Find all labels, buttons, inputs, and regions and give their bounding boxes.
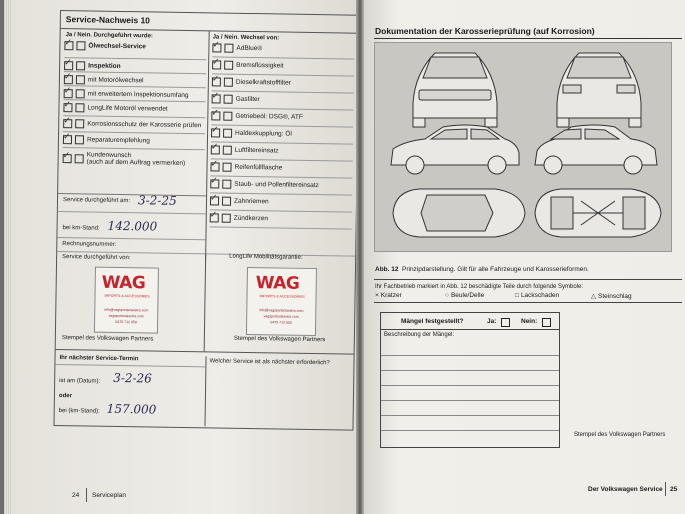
checkbox[interactable]: [210, 196, 219, 205]
checklist-item-label: Inspektion: [88, 62, 121, 70]
legend-symbol-icon: △: [591, 293, 596, 300]
checkbox[interactable]: [222, 197, 231, 206]
checklist-item-label: Bremsflüssigkeit: [236, 61, 284, 70]
checklist-item-label: Getriebeöl: DSG®, ATF: [235, 112, 303, 121]
right-checklist: [209, 43, 354, 245]
checklist-item: [210, 179, 352, 190]
mobility-label: LongLife Mobilitätsgarantie:: [229, 253, 303, 261]
checkbox[interactable]: [212, 60, 221, 69]
legend-item: [591, 292, 632, 300]
defects-label: Mängel festgestellt?: [401, 318, 464, 325]
damage-legend: [375, 292, 675, 302]
checklist-item: [211, 111, 353, 122]
checkbox[interactable]: [211, 128, 220, 137]
stamp-caption-left: Stempel des Volkswagen Partners: [61, 335, 154, 343]
checklist-item-label: Reifenfüllflasche: [234, 163, 283, 172]
checkbox[interactable]: [224, 61, 233, 70]
right-column-header: Ja / Nein. Wechsel von:: [212, 34, 280, 42]
row-divider: [63, 147, 205, 150]
checkbox[interactable]: [222, 214, 231, 223]
checkbox[interactable]: [63, 154, 72, 163]
legend-label: Kratzer: [380, 292, 402, 299]
checklist-item: [212, 43, 354, 54]
checkbox[interactable]: [75, 135, 84, 144]
legend-label: Lackschaden: [520, 292, 560, 299]
row-divider: [211, 158, 353, 161]
legend-symbol-icon: ○: [445, 292, 449, 299]
checkbox[interactable]: [76, 75, 85, 84]
stamp-caption-right: Stempel des Volkswagen Partners: [233, 335, 326, 344]
next-km-label: bei (km-Stand):: [58, 408, 100, 415]
checklist-item-label: LongLife Motoröl verwendet: [87, 104, 168, 113]
service-form: [53, 10, 359, 431]
checklist-item-label: Staub- und Pollenfiltereinsatz: [234, 180, 319, 190]
left-page: [4, 0, 362, 514]
dealer-stamp-right: [246, 267, 317, 336]
checklist-item: [63, 119, 205, 130]
checkbox[interactable]: [76, 41, 85, 50]
left-column-header: Ja / Nein. Durchgeführt wurde:: [65, 32, 153, 40]
car-side-right: [535, 125, 657, 174]
service-date-label: Service durchgeführt am:: [62, 197, 131, 205]
page-number-left: 24: [72, 492, 80, 499]
checklist-item-label: Gasfilter: [235, 95, 260, 104]
right-page: [360, 0, 685, 514]
car-side-left: [391, 125, 519, 174]
checkbox[interactable]: [211, 111, 220, 120]
checkbox[interactable]: [75, 103, 84, 112]
stamp-email: info@vagsportsclassics.com: [104, 307, 149, 313]
checkbox[interactable]: [223, 146, 232, 155]
row-divider: [212, 90, 354, 93]
row-divider: [211, 107, 353, 110]
checklist-item: [210, 213, 352, 224]
stamp-logo: WAG: [255, 273, 300, 294]
next-date-value: 3-2-26: [113, 370, 152, 386]
checkbox[interactable]: [63, 135, 72, 144]
which-service-label: Welcher Service ist als nächster erforderlich?: [209, 358, 330, 367]
car-top-view: [393, 189, 525, 237]
legend-symbol-icon: □: [515, 292, 519, 299]
row-divider: [212, 73, 354, 76]
row-divider: [212, 56, 354, 59]
checkbox[interactable]: [76, 89, 85, 98]
checklist-item-label: Dieselkraftstofffilter: [235, 78, 291, 87]
checkbox[interactable]: [222, 180, 231, 189]
checklist-item: [212, 94, 354, 105]
checkbox[interactable]: [223, 112, 232, 121]
checklist-item: [211, 145, 353, 156]
checkbox[interactable]: [63, 119, 72, 128]
figure-caption: Prinzipdarstellung. Gilt für alle Fahrzeuge und Karosserieformen.: [402, 266, 589, 273]
checkbox[interactable]: [64, 89, 73, 98]
checklist-item-label: Luftfiltereinsatz: [234, 146, 279, 155]
checkbox[interactable]: [212, 77, 221, 86]
left-checklist: [62, 41, 206, 193]
checklist-item: [63, 135, 205, 146]
row-divider: [211, 141, 353, 144]
checklist-item-label: mit erweitertem Inspektionsumfang: [87, 90, 189, 100]
stamp-web: vagsportsclassics.com: [108, 313, 144, 319]
car-front-view: [413, 53, 497, 127]
form-title: Service-Nachweis 10: [65, 14, 151, 26]
footer-right: Der Volkswagen Service: [588, 486, 663, 493]
checklist-item: [63, 151, 205, 167]
checkbox[interactable]: [76, 61, 85, 70]
row-divider: [64, 57, 206, 60]
checklist-item: [212, 60, 354, 71]
checkbox[interactable]: [222, 163, 231, 172]
checkbox[interactable]: [64, 41, 73, 50]
invoice-label: Rechnungsnummer:: [62, 241, 117, 248]
checkbox[interactable]: [210, 179, 219, 188]
checklist-item: [64, 41, 206, 52]
checklist-item-label: mit Motorölwechsel: [87, 76, 144, 85]
legend-symbol-icon: ×: [375, 292, 379, 299]
or-label: oder: [58, 393, 72, 400]
footer-left: Serviceplan: [92, 492, 126, 499]
footer-divider-left: [86, 488, 87, 502]
row-divider: [63, 115, 205, 118]
service-date-value: 3-2-25: [137, 193, 177, 208]
stamp-caption-right-page: Stempel des Volkswagen Partners: [574, 432, 666, 438]
description-lines: [381, 341, 559, 445]
checklist-item: [210, 162, 352, 173]
service-by-label: Service durchgeführt von:: [62, 254, 131, 262]
no-label: Nein:: [521, 318, 538, 325]
checkbox[interactable]: [63, 103, 72, 112]
checklist-item-label: Zahnriemen: [233, 197, 269, 206]
no-checkbox[interactable]: [542, 318, 551, 327]
km-label: bei km-Stand:: [62, 225, 100, 232]
checkbox[interactable]: [210, 213, 219, 222]
stamp-email: info@vagsportsclassics.com: [259, 308, 304, 313]
book-spine: [356, 0, 364, 514]
checklist-item-label: Zündkerzen: [233, 214, 269, 223]
legend-label: Beule/Delle: [450, 292, 485, 299]
figure-caption-label: Abb. 12: [375, 266, 399, 273]
checklist-item: [211, 128, 353, 139]
next-date-label: ist am (Datum):: [59, 378, 101, 385]
row-divider: [210, 192, 352, 195]
legend-item: [375, 292, 402, 299]
km-value: 142.000: [107, 218, 158, 234]
checklist-item-label: Korrosionsschutz der Karosserie prüfen: [87, 120, 202, 130]
checkbox[interactable]: [224, 44, 233, 53]
yes-checkbox[interactable]: [501, 318, 510, 327]
instruction-text: Ihr Fachbetrieb markiert in Abb. 12 beschädigte Teile durch folgende Symbole:: [375, 284, 584, 290]
description-label: Beschreibung der Mängel:: [384, 332, 455, 338]
legend-item: [515, 292, 559, 299]
stamp-tagline: IMPORTS & ACCESSORIES: [259, 294, 305, 299]
checkbox[interactable]: [212, 94, 221, 103]
checklist-item-sublabel: (auch auf dem Auftrag vermerken): [86, 158, 186, 167]
checkbox[interactable]: [223, 129, 232, 138]
doc-title: Dokumentation der Karosserieprüfung (auf Korrosion): [375, 26, 595, 36]
checklist-item: [212, 77, 354, 88]
checkbox[interactable]: [212, 43, 221, 52]
car-diagram: [374, 42, 672, 252]
stamp-phone: 0475 712 050: [270, 320, 292, 325]
left-page-edge: [4, 0, 12, 514]
stamp-phone: 0475 712 050: [115, 319, 137, 325]
checklist-item-label: Ölwechsel-Service: [88, 42, 146, 51]
row-divider: [63, 131, 205, 134]
stamp-logo: WAG: [101, 272, 146, 294]
page-number-right: 25: [670, 486, 678, 493]
car-rear-view: [557, 53, 641, 127]
checkbox[interactable]: [75, 154, 84, 163]
stamp-divider: [204, 253, 207, 351]
row-divider: [210, 209, 352, 212]
checklist-item: [63, 103, 205, 114]
checkbox[interactable]: [211, 145, 220, 154]
checklist-item-label: AdBlue®: [236, 44, 263, 53]
row-divider: [211, 124, 353, 127]
legend-item: [445, 292, 484, 299]
dealer-stamp-left: [94, 267, 159, 334]
next-service-title: Ihr nächster Service-Termin: [59, 355, 139, 363]
row-divider: [210, 175, 352, 178]
checklist-item-label: Haldexkupplung: Öl: [235, 129, 292, 138]
checkbox[interactable]: [64, 61, 73, 70]
checklist-item: [210, 196, 352, 207]
car-underbody-view: [535, 189, 661, 237]
car-diagram-svg: [375, 43, 671, 251]
footer-divider-right: [665, 482, 666, 496]
row-divider: [210, 226, 352, 229]
stamp-web: vagsportsclassics.com: [263, 314, 299, 319]
yes-label: Ja:: [487, 318, 497, 325]
checkbox[interactable]: [210, 162, 219, 171]
checkbox[interactable]: [224, 95, 233, 104]
checkbox[interactable]: [64, 75, 73, 84]
checklist-item-label: Kundenwunsch: [86, 151, 132, 160]
defects-form: [380, 312, 560, 448]
checkbox[interactable]: [224, 78, 233, 87]
checklist-item-label: Reparaturempfehlung: [86, 136, 150, 145]
checkbox[interactable]: [75, 119, 84, 128]
legend-label: Steinschlag: [598, 293, 632, 300]
next-km-value: 157.000: [106, 401, 157, 417]
stamp-tagline: IMPORTS & ACCESSORIES: [104, 293, 150, 299]
next-service-box: [54, 354, 351, 429]
dealer-stamp-area: [558, 312, 682, 446]
